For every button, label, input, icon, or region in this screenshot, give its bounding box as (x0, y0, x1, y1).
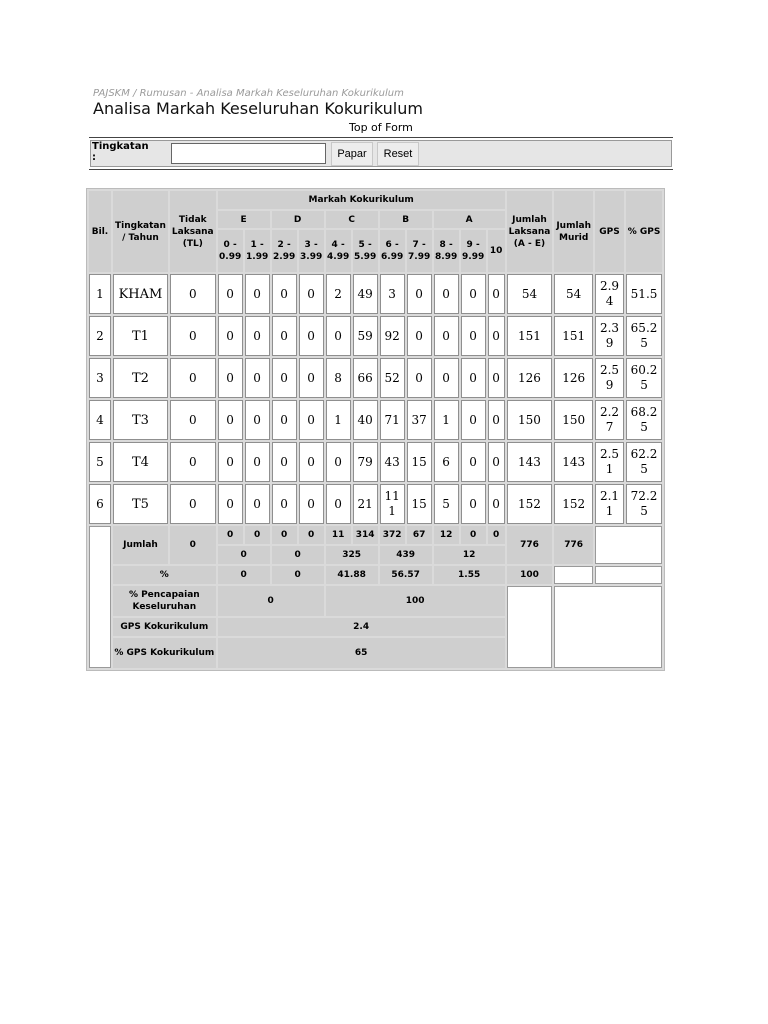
row-mark: 0 (218, 400, 243, 440)
row-mark: 0 (488, 442, 505, 482)
row-tidak-laksana: 0 (170, 358, 216, 398)
row-bil: 6 (89, 484, 111, 524)
row-mark: 66 (353, 358, 378, 398)
jumlah-mark: 0 (461, 526, 486, 544)
row-mark: 0 (245, 316, 270, 356)
group-header-c: C (326, 211, 378, 228)
row-mark: 92 (380, 316, 405, 356)
percent-gps-kokurikulum-label: % GPS Kokurikulum (113, 638, 216, 668)
row-mark: 1 (434, 400, 459, 440)
row-mark: 15 (407, 484, 432, 524)
group-header-d: D (272, 211, 324, 228)
row-bil: 2 (89, 316, 111, 356)
row-mark: 0 (218, 316, 243, 356)
row-mark: 0 (461, 484, 486, 524)
pencapaian-label: % Pencapaian Keseluruhan (113, 586, 216, 616)
row-mark: 15 (407, 442, 432, 482)
analysis-table (86, 188, 665, 671)
row-tingkatan: T3 (113, 400, 168, 440)
jumlah-label: Jumlah (113, 526, 168, 564)
row-mark: 0 (245, 274, 270, 314)
row-mark: 0 (299, 442, 324, 482)
row-mark: 52 (380, 358, 405, 398)
papar-button[interactable]: Papar (331, 142, 373, 166)
range-header: 9 - 9.99 (461, 230, 486, 272)
row-mark: 0 (272, 400, 297, 440)
group-total: 0 (218, 546, 270, 564)
row-mark: 0 (461, 358, 486, 398)
row-jumlah-laksana: 143 (507, 442, 553, 482)
row-jumlah-murid: 54 (554, 274, 593, 314)
row-mark: 0 (299, 484, 324, 524)
tingkatan-label: Tingkatan : (92, 141, 149, 163)
group-percent: 56.57 (380, 566, 432, 584)
range-header: 1 - 1.99 (245, 230, 270, 272)
row-mark: 0 (245, 442, 270, 482)
row-mark: 79 (353, 442, 378, 482)
group-total: 0 (272, 546, 324, 564)
row-mark: 0 (488, 400, 505, 440)
range-header: 2 - 2.99 (272, 230, 297, 272)
percent-gps-kokurikulum-value: 65 (218, 638, 505, 668)
row-bil: 4 (89, 400, 111, 440)
row-mark: 1 (326, 400, 351, 440)
row-mark: 0 (272, 274, 297, 314)
range-header: 0 - 0.99 (218, 230, 243, 272)
row-jumlah-murid: 143 (554, 442, 593, 482)
row-jumlah-laksana: 150 (507, 400, 553, 440)
jumlah-laksana-total: 776 (507, 526, 553, 564)
row-mark: 0 (245, 358, 270, 398)
row-mark: 0 (245, 400, 270, 440)
jumlah-murid-total: 776 (554, 526, 593, 564)
pencapaian-blank-right (554, 586, 662, 668)
group-total: 325 (326, 546, 378, 564)
header-tingkatan: Tingkatan / Tahun (113, 191, 168, 272)
row-gps: 2.39 (595, 316, 624, 356)
table-row (89, 358, 662, 398)
jumlah-mark: 0 (245, 526, 270, 544)
row-bil: 5 (89, 442, 111, 482)
row-mark: 0 (461, 274, 486, 314)
row-mark: 0 (488, 316, 505, 356)
row-jumlah-laksana: 152 (507, 484, 553, 524)
row-percent-gps: 51.5 (626, 274, 662, 314)
row-jumlah-laksana: 54 (507, 274, 553, 314)
breadcrumb: PAJSKM / Rumusan - Analisa Markah Keseluruhan Kokurikulum (93, 88, 404, 99)
row-mark: 0 (272, 316, 297, 356)
row-mark: 0 (299, 316, 324, 356)
header-markah-kokurikulum: Markah Kokurikulum (218, 191, 505, 209)
table-row (89, 484, 662, 524)
pencapaian-blank-laksana (507, 586, 553, 668)
row-jumlah-laksana: 126 (507, 358, 553, 398)
header-gps: GPS (595, 191, 624, 272)
row-gps: 2.59 (595, 358, 624, 398)
jumlah-tidak-laksana: 0 (170, 526, 216, 564)
row-bil: 1 (89, 274, 111, 314)
row-mark: 0 (434, 316, 459, 356)
group-header-e: E (218, 211, 270, 228)
row-mark: 40 (353, 400, 378, 440)
group-percent: 0 (272, 566, 324, 584)
header-bil: Bil. (89, 191, 111, 272)
group-total: 12 (434, 546, 505, 564)
row-mark: 0 (218, 484, 243, 524)
row-mark: 0 (434, 358, 459, 398)
row-jumlah-murid: 152 (554, 484, 593, 524)
pencapaian-right: 100 (326, 586, 505, 616)
jumlah-gps-blank (595, 526, 662, 564)
row-mark: 0 (272, 442, 297, 482)
row-mark: 0 (218, 442, 243, 482)
row-mark: 0 (218, 358, 243, 398)
row-percent-gps: 62.25 (626, 442, 662, 482)
row-tidak-laksana: 0 (170, 400, 216, 440)
row-mark: 0 (461, 316, 486, 356)
row-mark: 0 (407, 316, 432, 356)
row-mark: 111 (380, 484, 405, 524)
row-tidak-laksana: 0 (170, 484, 216, 524)
range-header: 6 - 6.99 (380, 230, 405, 272)
row-tingkatan: T2 (113, 358, 168, 398)
row-tidak-laksana: 0 (170, 316, 216, 356)
percent-label: % (113, 566, 216, 584)
row-mark: 0 (326, 442, 351, 482)
row-mark: 3 (380, 274, 405, 314)
row-mark: 59 (353, 316, 378, 356)
row-percent-gps: 72.25 (626, 484, 662, 524)
percent-gps-blank (595, 566, 662, 584)
row-mark: 0 (299, 274, 324, 314)
range-header: 3 - 3.99 (299, 230, 324, 272)
gps-kokurikulum-label: GPS Kokurikulum (113, 618, 216, 636)
row-percent-gps: 68.25 (626, 400, 662, 440)
row-jumlah-murid: 150 (554, 400, 593, 440)
jumlah-mark: 0 (488, 526, 505, 544)
top-of-form-label: Top of Form (349, 121, 413, 134)
row-gps: 2.27 (595, 400, 624, 440)
range-header: 10 (488, 230, 505, 272)
row-percent-gps: 65.25 (626, 316, 662, 356)
group-percent: 0 (218, 566, 270, 584)
jumlah-mark: 0 (299, 526, 324, 544)
jumlah-mark: 12 (434, 526, 459, 544)
gps-kokurikulum-value: 2.4 (218, 618, 505, 636)
row-tingkatan: KHAM (113, 274, 168, 314)
group-total: 439 (380, 546, 432, 564)
row-mark: 0 (488, 358, 505, 398)
row-mark: 0 (299, 400, 324, 440)
row-mark: 0 (272, 484, 297, 524)
row-mark: 37 (407, 400, 432, 440)
row-tingkatan: T4 (113, 442, 168, 482)
group-percent: 41.88 (326, 566, 378, 584)
tingkatan-input[interactable] (171, 143, 326, 164)
row-mark: 21 (353, 484, 378, 524)
row-mark: 0 (245, 484, 270, 524)
row-mark: 2 (326, 274, 351, 314)
table-row (89, 274, 662, 314)
range-header: 4 - 4.99 (326, 230, 351, 272)
row-mark: 0 (488, 484, 505, 524)
row-mark: 0 (407, 274, 432, 314)
group-header-b: B (380, 211, 432, 228)
row-percent-gps: 60.25 (626, 358, 662, 398)
range-header: 7 - 7.99 (407, 230, 432, 272)
header-jumlah-laksana: Jumlah Laksana (A - E) (507, 191, 553, 272)
row-jumlah-murid: 151 (554, 316, 593, 356)
row-mark: 0 (461, 442, 486, 482)
row-mark: 8 (326, 358, 351, 398)
group-percent: 1.55 (434, 566, 505, 584)
summary-blank-left (89, 526, 111, 668)
row-mark: 49 (353, 274, 378, 314)
row-mark: 0 (407, 358, 432, 398)
row-mark: 0 (488, 274, 505, 314)
row-mark: 0 (326, 484, 351, 524)
row-mark: 0 (461, 400, 486, 440)
header-tidak-laksana: Tidak Laksana (TL) (170, 191, 216, 272)
row-mark: 6 (434, 442, 459, 482)
row-jumlah-murid: 126 (554, 358, 593, 398)
row-tidak-laksana: 0 (170, 274, 216, 314)
jumlah-mark: 0 (272, 526, 297, 544)
jumlah-mark: 11 (326, 526, 351, 544)
percent-murid-blank (554, 566, 593, 584)
row-mark: 0 (434, 274, 459, 314)
row-mark: 5 (434, 484, 459, 524)
header-jumlah-murid: Jumlah Murid (554, 191, 593, 272)
row-tingkatan: T5 (113, 484, 168, 524)
table-row (89, 316, 662, 356)
row-mark: 0 (326, 316, 351, 356)
row-tidak-laksana: 0 (170, 442, 216, 482)
row-bil: 3 (89, 358, 111, 398)
row-gps: 2.94 (595, 274, 624, 314)
table-row (89, 442, 662, 482)
pencapaian-left: 0 (218, 586, 324, 616)
row-mark: 0 (218, 274, 243, 314)
group-header-a: A (434, 211, 505, 228)
table-row (89, 400, 662, 440)
range-header: 8 - 8.99 (434, 230, 459, 272)
jumlah-mark: 372 (380, 526, 405, 544)
row-gps: 2.11 (595, 484, 624, 524)
percent-total: 100 (507, 566, 553, 584)
jumlah-mark: 67 (407, 526, 432, 544)
row-mark: 71 (380, 400, 405, 440)
jumlah-mark: 314 (353, 526, 378, 544)
row-mark: 43 (380, 442, 405, 482)
header-percent-gps: % GPS (626, 191, 662, 272)
row-mark: 0 (299, 358, 324, 398)
row-gps: 2.51 (595, 442, 624, 482)
row-mark: 0 (272, 358, 297, 398)
row-jumlah-laksana: 151 (507, 316, 553, 356)
reset-button[interactable]: Reset (377, 142, 419, 166)
row-tingkatan: T1 (113, 316, 168, 356)
jumlah-mark: 0 (218, 526, 243, 544)
page-title: Analisa Markah Keseluruhan Kokurikulum (93, 99, 423, 118)
range-header: 5 - 5.99 (353, 230, 378, 272)
